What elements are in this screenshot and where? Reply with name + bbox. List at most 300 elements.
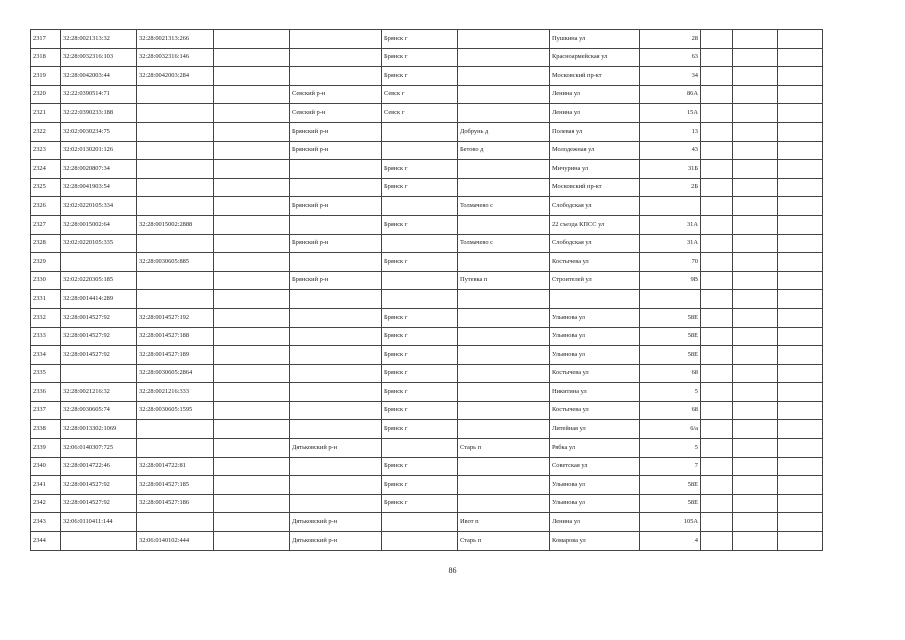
cell-district: Севский р-н bbox=[290, 104, 382, 123]
cell-region bbox=[214, 290, 290, 309]
cell-settlement: Старь п bbox=[458, 532, 550, 551]
table-row bbox=[31, 104, 823, 123]
cell-city: Брянск г bbox=[382, 30, 458, 49]
cell-city: Севск г bbox=[382, 104, 458, 123]
cell-district bbox=[290, 30, 382, 49]
table-row bbox=[31, 85, 823, 104]
cell-cadastral-number: 32:28:0014527:92 bbox=[61, 327, 137, 346]
cell-cadastral-number: 32:02:0130201:126 bbox=[61, 141, 137, 160]
cell-extra-3 bbox=[778, 308, 823, 327]
cell-extra-2 bbox=[733, 160, 778, 179]
cell-street: Костычева ул bbox=[550, 401, 640, 420]
table-row bbox=[31, 253, 823, 272]
table-row bbox=[31, 48, 823, 67]
cell-extra-2 bbox=[733, 67, 778, 86]
table-row bbox=[31, 308, 823, 327]
cell-extra-2 bbox=[733, 457, 778, 476]
cell-row-number: 2324 bbox=[31, 160, 61, 179]
cell-settlement: Бетово д bbox=[458, 141, 550, 160]
cell-extra-1 bbox=[701, 85, 733, 104]
cell-extra-2 bbox=[733, 532, 778, 551]
cell-settlement bbox=[458, 215, 550, 234]
cell-extra-2 bbox=[733, 253, 778, 272]
cell-street: Ульянова ул bbox=[550, 494, 640, 513]
cell-city: Брянск г bbox=[382, 178, 458, 197]
cell-extra-2 bbox=[733, 364, 778, 383]
cell-settlement bbox=[458, 420, 550, 439]
cell-building-cadastral-number bbox=[137, 439, 214, 458]
cell-district bbox=[290, 494, 382, 513]
cell-street: Красноармейская ул bbox=[550, 48, 640, 67]
cell-district bbox=[290, 290, 382, 309]
cell-cadastral-number: 32:06:0110411:144 bbox=[61, 513, 137, 532]
cell-cadastral-number: 32:28:0021216:32 bbox=[61, 383, 137, 402]
cell-region bbox=[214, 215, 290, 234]
cell-building-cadastral-number: 32:28:0042003:284 bbox=[137, 67, 214, 86]
cell-building-cadastral-number: 32:28:0014527:192 bbox=[137, 308, 214, 327]
cell-row-number: 2338 bbox=[31, 420, 61, 439]
cell-settlement bbox=[458, 290, 550, 309]
cell-street: Рябка ул bbox=[550, 439, 640, 458]
cell-house-number: 31Б bbox=[640, 160, 701, 179]
cell-house-number: 5 bbox=[640, 383, 701, 402]
cell-extra-3 bbox=[778, 364, 823, 383]
cell-region bbox=[214, 141, 290, 160]
cell-street: Ленина ул bbox=[550, 85, 640, 104]
cell-extra-3 bbox=[778, 290, 823, 309]
table-row bbox=[31, 513, 823, 532]
cell-row-number: 2326 bbox=[31, 197, 61, 216]
cell-region bbox=[214, 420, 290, 439]
cell-building-cadastral-number bbox=[137, 178, 214, 197]
cell-city: Брянск г bbox=[382, 253, 458, 272]
cell-district bbox=[290, 401, 382, 420]
cell-settlement bbox=[458, 253, 550, 272]
cell-cadastral-number: 32:28:0021313:32 bbox=[61, 30, 137, 49]
cell-extra-3 bbox=[778, 271, 823, 290]
cell-extra-2 bbox=[733, 215, 778, 234]
cell-settlement bbox=[458, 457, 550, 476]
cell-cadastral-number: 32:28:0042003:44 bbox=[61, 67, 137, 86]
cell-extra-2 bbox=[733, 271, 778, 290]
cell-extra-2 bbox=[733, 420, 778, 439]
cell-street: Полевая ул bbox=[550, 122, 640, 141]
cell-settlement bbox=[458, 104, 550, 123]
cell-street: Комарова ул bbox=[550, 532, 640, 551]
cell-region bbox=[214, 327, 290, 346]
cell-city: Брянск г bbox=[382, 364, 458, 383]
cell-building-cadastral-number: 32:28:0032316:146 bbox=[137, 48, 214, 67]
cell-extra-1 bbox=[701, 290, 733, 309]
cell-settlement bbox=[458, 85, 550, 104]
cell-district: Брянский р-н bbox=[290, 234, 382, 253]
cell-street: Ленина ул bbox=[550, 104, 640, 123]
cell-house-number: 58Е bbox=[640, 346, 701, 365]
cell-city: Брянск г bbox=[382, 308, 458, 327]
cell-region bbox=[214, 346, 290, 365]
cell-region bbox=[214, 476, 290, 495]
table-row bbox=[31, 401, 823, 420]
cell-city bbox=[382, 271, 458, 290]
cell-cadastral-number: 32:28:0013302:1069 bbox=[61, 420, 137, 439]
cell-district bbox=[290, 253, 382, 272]
cell-cadastral-number bbox=[61, 364, 137, 383]
cell-extra-2 bbox=[733, 494, 778, 513]
cell-district: Брянский р-н bbox=[290, 271, 382, 290]
cell-house-number: 58Е bbox=[640, 494, 701, 513]
cell-cadastral-number: 32:02:0220105:335 bbox=[61, 234, 137, 253]
cell-city: Брянск г bbox=[382, 457, 458, 476]
cell-cadastral-number: 32:28:0014722:46 bbox=[61, 457, 137, 476]
cell-building-cadastral-number: 32:28:0021313:266 bbox=[137, 30, 214, 49]
cell-extra-1 bbox=[701, 420, 733, 439]
table-row bbox=[31, 494, 823, 513]
cell-extra-1 bbox=[701, 513, 733, 532]
cell-extra-3 bbox=[778, 178, 823, 197]
cell-settlement bbox=[458, 30, 550, 49]
cell-row-number: 2339 bbox=[31, 439, 61, 458]
cell-extra-3 bbox=[778, 67, 823, 86]
registry-table-body bbox=[31, 30, 823, 551]
cell-house-number bbox=[640, 290, 701, 309]
cell-building-cadastral-number bbox=[137, 271, 214, 290]
cell-settlement bbox=[458, 494, 550, 513]
cell-extra-2 bbox=[733, 327, 778, 346]
cell-building-cadastral-number bbox=[137, 85, 214, 104]
cell-settlement bbox=[458, 364, 550, 383]
cell-region bbox=[214, 104, 290, 123]
cell-extra-1 bbox=[701, 67, 733, 86]
cell-cadastral-number: 32:02:0220105:334 bbox=[61, 197, 137, 216]
cell-extra-2 bbox=[733, 290, 778, 309]
cell-settlement: Толмачево с bbox=[458, 234, 550, 253]
cell-extra-1 bbox=[701, 457, 733, 476]
cell-extra-2 bbox=[733, 141, 778, 160]
cell-cadastral-number: 32:28:0015002:64 bbox=[61, 215, 137, 234]
table-row bbox=[31, 457, 823, 476]
cell-cadastral-number: 32:28:0032316:103 bbox=[61, 48, 137, 67]
cell-city: Брянск г bbox=[382, 215, 458, 234]
cell-building-cadastral-number: 32:28:0014527:186 bbox=[137, 494, 214, 513]
cell-city: Брянск г bbox=[382, 383, 458, 402]
cell-extra-2 bbox=[733, 476, 778, 495]
cell-row-number: 2323 bbox=[31, 141, 61, 160]
cell-building-cadastral-number: 32:28:0014527:189 bbox=[137, 346, 214, 365]
cell-district bbox=[290, 160, 382, 179]
cell-settlement: Старь п bbox=[458, 439, 550, 458]
cell-extra-1 bbox=[701, 160, 733, 179]
cell-district: Дятьковский р-н bbox=[290, 439, 382, 458]
cell-street: Московский пр-кт bbox=[550, 67, 640, 86]
cell-extra-1 bbox=[701, 178, 733, 197]
cell-street: Московский пр-кт bbox=[550, 178, 640, 197]
cell-region bbox=[214, 197, 290, 216]
cell-building-cadastral-number: 32:28:0030605:2864 bbox=[137, 364, 214, 383]
cell-house-number: 68 bbox=[640, 364, 701, 383]
cell-settlement bbox=[458, 308, 550, 327]
cell-house-number: 13 bbox=[640, 122, 701, 141]
cell-region bbox=[214, 30, 290, 49]
cell-extra-3 bbox=[778, 160, 823, 179]
cell-house-number: 68 bbox=[640, 401, 701, 420]
cell-row-number: 2317 bbox=[31, 30, 61, 49]
cell-house-number: 31А bbox=[640, 215, 701, 234]
cell-extra-2 bbox=[733, 122, 778, 141]
cell-row-number: 2330 bbox=[31, 271, 61, 290]
table-row bbox=[31, 439, 823, 458]
cell-settlement bbox=[458, 346, 550, 365]
cell-cadastral-number: 32:02:0030234:75 bbox=[61, 122, 137, 141]
cell-house-number: 58Е bbox=[640, 476, 701, 495]
cell-city: Брянск г bbox=[382, 48, 458, 67]
cell-cadastral-number: 32:28:0041903:54 bbox=[61, 178, 137, 197]
cell-street: Никитина ул bbox=[550, 383, 640, 402]
cell-house-number: 105А bbox=[640, 513, 701, 532]
cell-house-number: 70 bbox=[640, 253, 701, 272]
cell-house-number: 28 bbox=[640, 30, 701, 49]
cell-house-number: 9В bbox=[640, 271, 701, 290]
cell-building-cadastral-number: 32:28:0030605:1595 bbox=[137, 401, 214, 420]
cell-row-number: 2322 bbox=[31, 122, 61, 141]
cell-district bbox=[290, 308, 382, 327]
cell-building-cadastral-number: 32:28:0021216:333 bbox=[137, 383, 214, 402]
table-row bbox=[31, 141, 823, 160]
cell-city: Брянск г bbox=[382, 67, 458, 86]
cell-extra-1 bbox=[701, 234, 733, 253]
cell-cadastral-number: 32:28:0014527:92 bbox=[61, 494, 137, 513]
cell-extra-2 bbox=[733, 197, 778, 216]
cell-building-cadastral-number: 32:28:0014722:81 bbox=[137, 457, 214, 476]
cell-extra-1 bbox=[701, 141, 733, 160]
cell-city: Брянск г bbox=[382, 420, 458, 439]
cell-extra-3 bbox=[778, 48, 823, 67]
cell-extra-2 bbox=[733, 85, 778, 104]
cell-extra-1 bbox=[701, 104, 733, 123]
cell-house-number: 58Е bbox=[640, 308, 701, 327]
cell-extra-2 bbox=[733, 439, 778, 458]
cell-house-number: 43 bbox=[640, 141, 701, 160]
cell-street: Ульянова ул bbox=[550, 308, 640, 327]
cell-city: Брянск г bbox=[382, 476, 458, 495]
cell-row-number: 2335 bbox=[31, 364, 61, 383]
cell-extra-3 bbox=[778, 85, 823, 104]
cell-extra-1 bbox=[701, 346, 733, 365]
cell-city bbox=[382, 439, 458, 458]
cell-region bbox=[214, 178, 290, 197]
table-row bbox=[31, 160, 823, 179]
cell-region bbox=[214, 308, 290, 327]
cell-row-number: 2336 bbox=[31, 383, 61, 402]
table-row bbox=[31, 30, 823, 49]
registry-table bbox=[30, 29, 823, 551]
cell-building-cadastral-number bbox=[137, 104, 214, 123]
cell-building-cadastral-number bbox=[137, 513, 214, 532]
cell-settlement bbox=[458, 48, 550, 67]
cell-cadastral-number bbox=[61, 532, 137, 551]
cell-district bbox=[290, 383, 382, 402]
cell-house-number: 2Б bbox=[640, 178, 701, 197]
cell-cadastral-number: 32:28:0014527:92 bbox=[61, 308, 137, 327]
cell-extra-1 bbox=[701, 48, 733, 67]
cell-building-cadastral-number: 32:28:0015002:2888 bbox=[137, 215, 214, 234]
cell-extra-1 bbox=[701, 383, 733, 402]
cell-cadastral-number: 32:28:0014527:92 bbox=[61, 476, 137, 495]
cell-region bbox=[214, 160, 290, 179]
cell-extra-3 bbox=[778, 30, 823, 49]
cell-settlement bbox=[458, 160, 550, 179]
cell-extra-3 bbox=[778, 457, 823, 476]
cell-region bbox=[214, 364, 290, 383]
cell-district bbox=[290, 364, 382, 383]
cell-street: 22 съезда КПСС ул bbox=[550, 215, 640, 234]
cell-house-number: 15А bbox=[640, 104, 701, 123]
cell-extra-3 bbox=[778, 439, 823, 458]
cell-city: Брянск г bbox=[382, 401, 458, 420]
cell-region bbox=[214, 457, 290, 476]
cell-row-number: 2340 bbox=[31, 457, 61, 476]
cell-settlement bbox=[458, 327, 550, 346]
cell-house-number: 6/а bbox=[640, 420, 701, 439]
cell-extra-1 bbox=[701, 30, 733, 49]
cell-extra-3 bbox=[778, 401, 823, 420]
cell-house-number bbox=[640, 197, 701, 216]
cell-street: Ульянова ул bbox=[550, 327, 640, 346]
cell-building-cadastral-number bbox=[137, 234, 214, 253]
table-row bbox=[31, 532, 823, 551]
cell-extra-3 bbox=[778, 513, 823, 532]
cell-cadastral-number bbox=[61, 253, 137, 272]
cell-extra-1 bbox=[701, 494, 733, 513]
cell-building-cadastral-number bbox=[137, 197, 214, 216]
cell-region bbox=[214, 383, 290, 402]
table-row bbox=[31, 178, 823, 197]
cell-row-number: 2333 bbox=[31, 327, 61, 346]
cell-building-cadastral-number: 32:28:0030605:885 bbox=[137, 253, 214, 272]
cell-extra-1 bbox=[701, 271, 733, 290]
cell-extra-3 bbox=[778, 383, 823, 402]
cell-extra-3 bbox=[778, 141, 823, 160]
cell-settlement: Толмачево с bbox=[458, 197, 550, 216]
cell-street: Костычева ул bbox=[550, 253, 640, 272]
cell-extra-3 bbox=[778, 253, 823, 272]
cell-district: Брянский р-н bbox=[290, 122, 382, 141]
cell-extra-3 bbox=[778, 346, 823, 365]
cell-extra-1 bbox=[701, 197, 733, 216]
cell-extra-1 bbox=[701, 364, 733, 383]
cell-extra-1 bbox=[701, 532, 733, 551]
cell-extra-1 bbox=[701, 476, 733, 495]
cell-building-cadastral-number: 32:06:0140102:444 bbox=[137, 532, 214, 551]
table-row bbox=[31, 197, 823, 216]
cell-settlement: Добрунь д bbox=[458, 122, 550, 141]
table-row bbox=[31, 327, 823, 346]
cell-district bbox=[290, 346, 382, 365]
cell-cadastral-number: 32:02:0220305:185 bbox=[61, 271, 137, 290]
cell-extra-3 bbox=[778, 104, 823, 123]
cell-district bbox=[290, 178, 382, 197]
cell-street: Пушкина ул bbox=[550, 30, 640, 49]
cell-region bbox=[214, 271, 290, 290]
cell-street: Ульянова ул bbox=[550, 346, 640, 365]
cell-cadastral-number: 32:22:0390514:71 bbox=[61, 85, 137, 104]
cell-building-cadastral-number: 32:28:0014527:188 bbox=[137, 327, 214, 346]
cell-city bbox=[382, 290, 458, 309]
cell-house-number: 31А bbox=[640, 234, 701, 253]
cell-cadastral-number: 32:28:0014414:289 bbox=[61, 290, 137, 309]
cell-region bbox=[214, 85, 290, 104]
cell-street: Строителей ул bbox=[550, 271, 640, 290]
cell-settlement: Путевка п bbox=[458, 271, 550, 290]
cell-region bbox=[214, 253, 290, 272]
cell-cadastral-number: 32:06:0140307:725 bbox=[61, 439, 137, 458]
page-number: 86 bbox=[448, 566, 457, 575]
cell-city: Брянск г bbox=[382, 494, 458, 513]
cell-street: Ульянова ул bbox=[550, 476, 640, 495]
cell-row-number: 2320 bbox=[31, 85, 61, 104]
table-row bbox=[31, 364, 823, 383]
cell-row-number: 2325 bbox=[31, 178, 61, 197]
cell-district: Брянский р-н bbox=[290, 197, 382, 216]
cell-district: Брянский р-н bbox=[290, 141, 382, 160]
cell-city bbox=[382, 197, 458, 216]
table-row bbox=[31, 420, 823, 439]
cell-extra-2 bbox=[733, 48, 778, 67]
cell-house-number: 7 bbox=[640, 457, 701, 476]
cell-extra-1 bbox=[701, 401, 733, 420]
cell-row-number: 2328 bbox=[31, 234, 61, 253]
cell-district bbox=[290, 215, 382, 234]
cell-extra-1 bbox=[701, 215, 733, 234]
cell-cadastral-number: 32:28:0014527:92 bbox=[61, 346, 137, 365]
cell-row-number: 2343 bbox=[31, 513, 61, 532]
cell-extra-3 bbox=[778, 494, 823, 513]
cell-city bbox=[382, 141, 458, 160]
cell-house-number: 86А bbox=[640, 85, 701, 104]
cell-extra-2 bbox=[733, 308, 778, 327]
table-row bbox=[31, 215, 823, 234]
cell-district bbox=[290, 476, 382, 495]
cell-extra-2 bbox=[733, 30, 778, 49]
cell-street: Молодежная ул bbox=[550, 141, 640, 160]
cell-extra-1 bbox=[701, 308, 733, 327]
cell-extra-2 bbox=[733, 401, 778, 420]
cell-extra-1 bbox=[701, 253, 733, 272]
cell-extra-2 bbox=[733, 104, 778, 123]
cell-street: Мичурина ул bbox=[550, 160, 640, 179]
cell-extra-2 bbox=[733, 234, 778, 253]
cell-row-number: 2319 bbox=[31, 67, 61, 86]
cell-extra-3 bbox=[778, 215, 823, 234]
cell-row-number: 2332 bbox=[31, 308, 61, 327]
cell-extra-3 bbox=[778, 420, 823, 439]
cell-district bbox=[290, 327, 382, 346]
cell-region bbox=[214, 234, 290, 253]
cell-street: Ленина ул bbox=[550, 513, 640, 532]
cell-city bbox=[382, 532, 458, 551]
table-row bbox=[31, 234, 823, 253]
table-row bbox=[31, 383, 823, 402]
cell-street: Слободская ул bbox=[550, 197, 640, 216]
cell-region bbox=[214, 439, 290, 458]
cell-house-number: 63 bbox=[640, 48, 701, 67]
cell-building-cadastral-number bbox=[137, 420, 214, 439]
cell-cadastral-number: 32:22:0390233:188 bbox=[61, 104, 137, 123]
cell-street: Костычева ул bbox=[550, 364, 640, 383]
cell-extra-3 bbox=[778, 476, 823, 495]
cell-row-number: 2341 bbox=[31, 476, 61, 495]
cell-settlement bbox=[458, 401, 550, 420]
cell-region bbox=[214, 122, 290, 141]
